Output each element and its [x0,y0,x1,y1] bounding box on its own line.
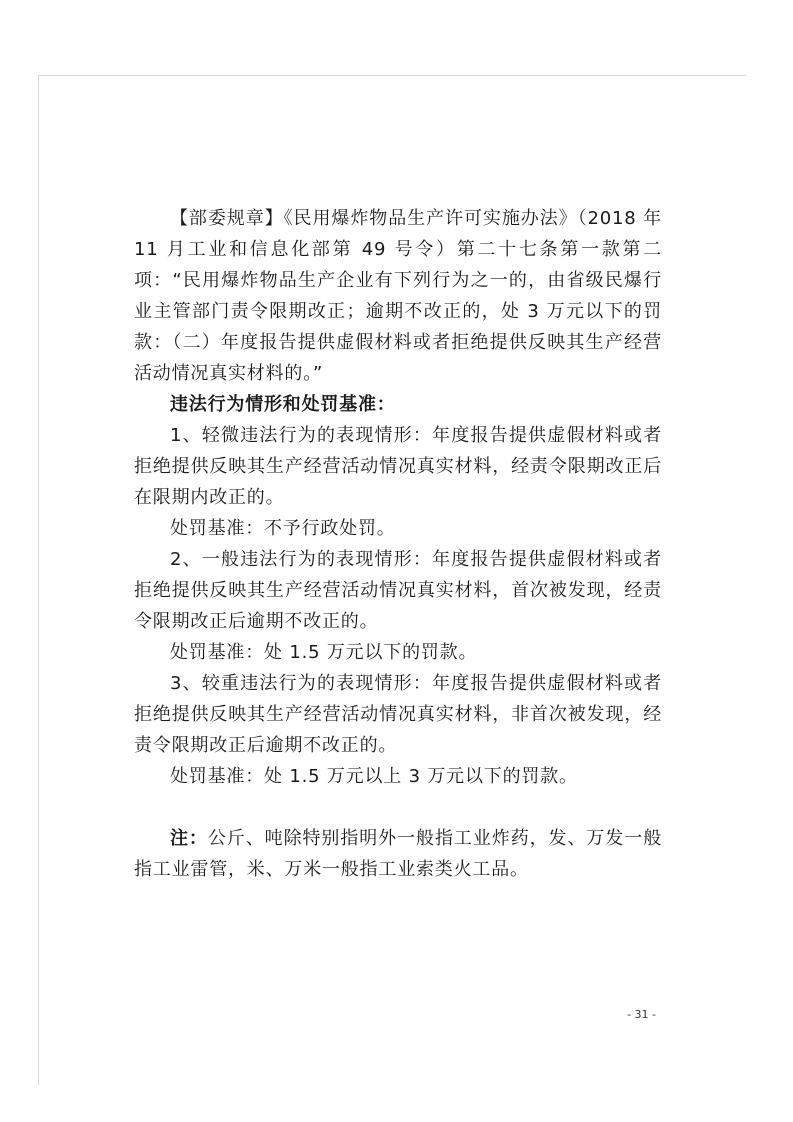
item-1-penalty: 处罚基准：不予行政处罚。 [170,518,396,539]
note-label: 注： [170,828,208,849]
item-3-penalty: 处罚基准：处 1.5 万元以上 3 万元以下的罚款。 [170,766,578,787]
item-3-situation: 3、较重违法行为的表现情形：年度报告提供虚假材料或者拒绝提供反映其生产经营活动情况真实材料，非首次被发现，经责令限期改正后逾期不改正的。 [134,673,662,756]
note-text: 公斤、吨除特别指明外一般指工业炸药，发、万发一般指工业雷管，米、万米一般指工业索类火工品。 [134,828,662,880]
item-2-situation: 2、一般违法行为的表现情形：年度报告提供虚假材料或者拒绝提供反映其生产经营活动情况真实材料，首次被发现，经责令限期改正后逾期不改正的。 [134,549,662,632]
page-left-border [38,75,39,1085]
item-1-situation: 1、轻微违法行为的表现情形：年度报告提供虚假材料或者拒绝提供反映其生产经营活动情况真实材料，经责令限期改正后在限期内改正的。 [134,425,662,508]
item-2-penalty: 处罚基准：处 1.5 万元以下的罚款。 [170,642,478,663]
page-number: - 31 - [627,1008,656,1021]
section-heading: 违法行为情形和处罚基准： [170,394,396,415]
document-body [134,203,662,885]
page-top-border [38,75,746,76]
regulation-paragraph: 【部委规章】《民用爆炸物品生产许可实施办法》（2018 年 11 月工业和信息化部第 49 号令）第二十七条第一款第二项：“民用爆炸物品生产企业有下列行为之一的，由省级民爆行业主管部门责令限期改正；逾期不改正的，处 3 万元以下的罚款：（二）年度报告提供虚假材料或者拒绝提供反映其生产经营活动情况真实材料的。” [134,208,662,384]
note-paragraph [134,823,662,885]
